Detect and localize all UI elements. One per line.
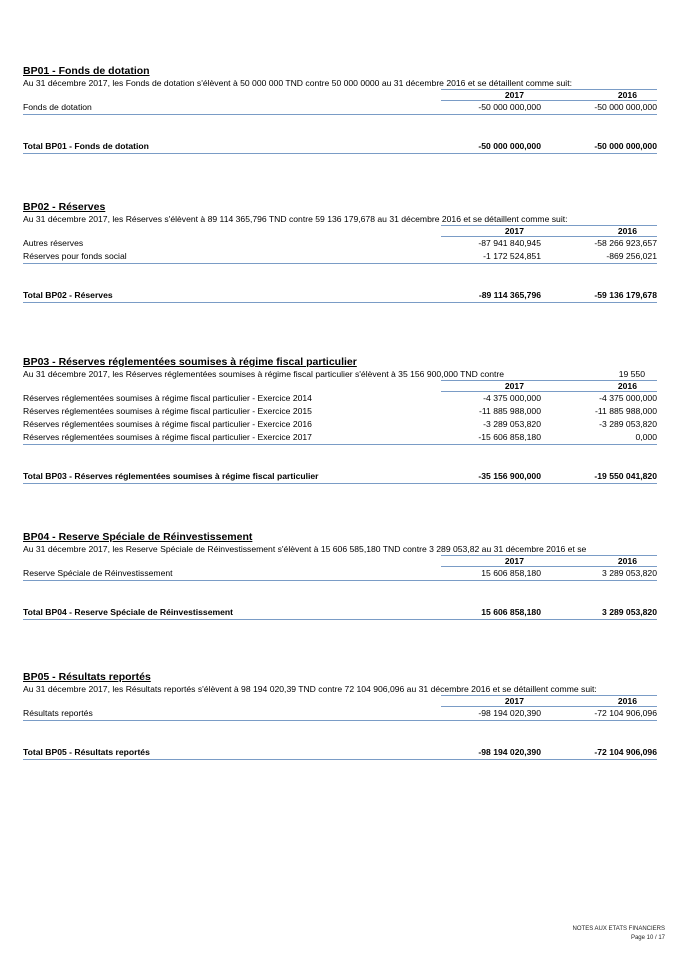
row-label: Réserves réglementées soumises à régime fiscal particulier - Exercice 2014: [23, 393, 312, 403]
row-label: Réserves pour fonds social: [23, 251, 127, 261]
rows: [23, 392, 657, 445]
value-2016: -72 104 906,096: [594, 708, 657, 718]
header-2016: 2016: [617, 226, 637, 236]
rows: [23, 237, 657, 264]
total-2016: -59 136 179,678: [594, 290, 657, 300]
total-label: Total BP04 - Reserve Spéciale de Réinvestissement: [23, 607, 234, 617]
value-2017: -1 172 524,851: [483, 251, 541, 261]
page-footer: [573, 925, 665, 943]
section-title: BP03 - Réserves réglementées soumises à régime fiscal particulier: [23, 356, 357, 368]
total-2017: -35 156 900,000: [478, 471, 541, 481]
value-2017: -50 000 000,000: [478, 102, 541, 112]
section-bp03: [23, 356, 657, 484]
section-title: BP05 - Résultats reportés: [23, 671, 151, 683]
column-header-row: [23, 225, 657, 237]
section-intro: [23, 78, 657, 89]
total-2016: -50 000 000,000: [594, 141, 657, 151]
value-2016: -869 256,021: [606, 251, 657, 261]
column-header-row: [23, 89, 657, 101]
total-label: Total BP02 - Réserves: [23, 290, 113, 300]
total-2017: -98 194 020,390: [478, 747, 541, 757]
header-2016: 2016: [617, 556, 637, 566]
value-2017: -98 194 020,390: [478, 708, 541, 718]
intro-text: Au 31 décembre 2017, les Résultats reportés s'élèvent à 98 194 020,39 TND contre 72 104 906,096 au 31 décembre 2016 et se détaillent comme suit:: [23, 684, 597, 694]
header-2016: 2016: [617, 90, 637, 100]
intro-text: Au 31 décembre 2017, les Réserves s'élèvent à 89 114 365,796 TND contre 59 136 179,678 au 31 décembre 2016 et se détaillent comme suit:: [23, 214, 568, 224]
value-2016: -4 375 000,000: [599, 393, 657, 403]
value-2016: 0,000: [635, 432, 657, 442]
section-intro: [23, 684, 657, 695]
section-intro: [23, 369, 657, 380]
value-2017: -11 885 988,000: [479, 406, 541, 416]
header-2016: 2016: [617, 381, 637, 391]
value-2017: -87 941 840,945: [478, 238, 541, 248]
row-label: Réserves réglementées soumises à régime fiscal particulier - Exercice 2017: [23, 432, 312, 442]
total-row: [23, 606, 657, 620]
value-2016: -3 289 053,820: [599, 419, 657, 429]
value-2016: -58 266 923,657: [594, 238, 657, 248]
section-intro: [23, 544, 657, 555]
value-2017: 15 606 858,180: [481, 568, 541, 578]
table-row: [23, 418, 657, 431]
total-2016: -19 550 041,820: [594, 471, 657, 481]
header-2016: 2016: [617, 696, 637, 706]
total-row: [23, 289, 657, 303]
row-label: Fonds de dotation: [23, 102, 92, 112]
table-row: [23, 431, 657, 444]
total-2016: 3 289 053,820: [602, 607, 657, 617]
total-2017: -89 114 365,796: [478, 290, 541, 300]
section-title: BP04 - Reserve Spéciale de Réinvestissement: [23, 531, 253, 543]
table-row: [23, 707, 657, 720]
total-label: Total BP05 - Résultats reportés: [23, 747, 150, 757]
header-2017: 2017: [504, 90, 524, 100]
value-2016: 3 289 053,820: [602, 568, 657, 578]
row-label: Réserves réglementées soumises à régime fiscal particulier - Exercice 2015: [23, 406, 312, 416]
total-label: Total BP03 - Réserves réglementées soumises à régime fiscal particulier: [23, 471, 319, 481]
total-2017: 15 606 858,180: [481, 607, 541, 617]
section-intro: [23, 214, 657, 225]
intro-text: Au 31 décembre 2017, les Réserves réglementées soumises à régime fiscal particulier s'élèvent à 35 156 900,000 TND contre: [23, 369, 505, 379]
intro-extra-value: 19 550: [618, 369, 645, 379]
footer-title: NOTES AUX ETATS FINANCIERS: [572, 926, 665, 932]
table-row: [23, 250, 657, 263]
header-2017: 2017: [504, 556, 524, 566]
total-label: Total BP01 - Fonds de dotation: [23, 141, 149, 151]
total-2016: -72 104 906,096: [594, 747, 657, 757]
header-2017: 2017: [504, 696, 524, 706]
total-row: [23, 746, 657, 760]
section-title: BP01 - Fonds de dotation: [23, 65, 150, 77]
value-2017: -15 606 858,180: [478, 432, 541, 442]
value-2016: -50 000 000,000: [594, 102, 657, 112]
table-row: [23, 101, 657, 114]
intro-text: Au 31 décembre 2017, les Reserve Spéciale de Réinvestissement s'élèvent à 15 606 585,180 TND contre 3 289 053,82 au 31 décembre 2016 et se: [23, 544, 587, 554]
value-2016: -11 885 988,000: [595, 406, 657, 416]
section-bp05: [23, 671, 657, 760]
rows: [23, 101, 657, 115]
row-label: Réserves réglementées soumises à régime fiscal particulier - Exercice 2016: [23, 419, 312, 429]
total-2017: -50 000 000,000: [478, 141, 541, 151]
column-header-row: [23, 555, 657, 567]
section-bp04: [23, 531, 657, 620]
column-header-row: [23, 380, 657, 392]
section-bp01: [23, 65, 657, 154]
table-row: [23, 405, 657, 418]
total-row: [23, 140, 657, 154]
page-number: Page 10 / 17: [630, 935, 665, 941]
value-2017: -4 375 000,000: [483, 393, 541, 403]
total-row: [23, 470, 657, 484]
value-2017: -3 289 053,820: [483, 419, 541, 429]
section-title: BP02 - Réserves: [23, 201, 106, 213]
row-label: Autres réserves: [23, 238, 84, 248]
row-label: Résultats reportés: [23, 708, 93, 718]
rows: [23, 707, 657, 721]
section-bp02: [23, 201, 657, 303]
header-2017: 2017: [504, 226, 524, 236]
row-label: Reserve Spéciale de Réinvestissement: [23, 568, 173, 578]
table-row: [23, 392, 657, 405]
header-2017: 2017: [504, 381, 524, 391]
column-header-row: [23, 695, 657, 707]
table-row: [23, 237, 657, 250]
rows: [23, 567, 657, 581]
intro-text: Au 31 décembre 2017, les Fonds de dotation s'élèvent à 50 000 000 TND contre 50 000 0000 au 31 décembre 2016 et se détaillent comme suit:: [23, 78, 572, 88]
table-row: [23, 567, 657, 580]
